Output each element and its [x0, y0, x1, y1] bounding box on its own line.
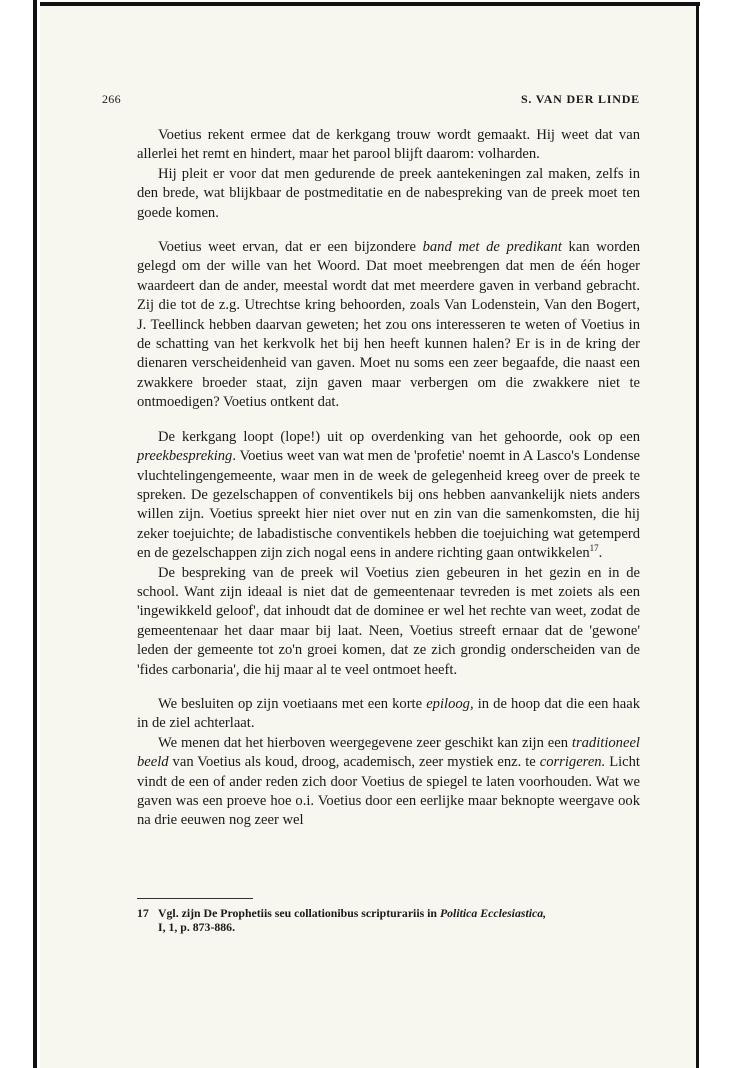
- paragraph-6: We besluiten op zijn voetiaans met een korte epiloog, in de hoop dat die een haak in de ziel achterlaat.: [137, 695, 641, 732]
- paragraph-5: De bespreking van de preek wil Voetius zien gebeuren in het gezin en in de school. Want zijn ideaal is niet dat de gemeentenaar tevreden is met zoiets als een 'ingewikkeld geloof', dat inhoudt dat de dominee er wel het rechte van weet, zodat de gemeentenaar het daar maar bij laat. Neen, Voetius streeft ernaar dat de 'gewone' leden der gemeente tot zo'n groei komen, dat ze zich grondig onderscheiden van de 'fides carbonaria', die hij maar al te veel ontmoet heeft.: [137, 564, 640, 678]
- running-head-author: S. VAN DER LINDE: [520, 92, 640, 106]
- scan-border-left: [33, 0, 37, 1068]
- paragraph-4: De kerkgang loopt (lope!) uit op overdenking van het gehoorde, ook op een preekbespreking. Voetius weet van wat men de 'profetie' noemt in A Lasco's Londense vluchtelingengemeente, waar men in de week de gelegenheid kreeg over de preek te spreken. De gezelschappen of conventikels bij ons hebben aanvankelijk niets anders willen zijn. Voetius spreekt hier niet over nut en zin van die samenkomsten, die hij zeker toejuichte; de labadistische conventikels hebben die toejuiching wat getemperd en de gezelschappen zijn zich nogal eens in andere richting gaan ontwikkelen$^{17}$.: [137, 428, 640, 562]
- footnote-text-italic: Politica Ecclesiastica,: [439, 906, 547, 920]
- emphasis-corrigeren: corrigeren.: [539, 754, 606, 771]
- emphasis-preekbespreking: preekbespreking: [137, 448, 233, 465]
- paragraph-2: Hij pleit er voor dat men gedurende de preek aantekeningen zal maken, zelfs in den brede, wat blijkbaar de postmeditatie en de nabespreking van de preek moet ten goede komen.: [137, 165, 640, 221]
- emphasis-epiloog: epiloog,: [426, 695, 474, 712]
- body-text: [137, 126, 640, 831]
- paragraph-1: Voetius rekent ermee dat de kerkgang trouw wordt gemaakt. Hij weet dat van allerlei het remt en hindert, maar het parool blijft daarom: volharden.: [137, 127, 640, 163]
- paragraph-7: We menen dat het hierboven weergegevene zeer geschikt kan zijn een traditioneel beeld van Voetius als koud, droog, academisch, zeer mystiek enz. te corrigeren. Licht vindt de een of ander reden zich door Voetius de spiegel te laten voorhouden. Wat we gaven was een proeve hoe o.i. Voetius door een eerlijke maar beknopte weergave ook na drie eeuwen nog zeer wel: [137, 734, 640, 829]
- footnote-text-before: Vgl. zijn De Prophetiis seu collationibus scripturariis in: [158, 906, 440, 920]
- paragraph-3: Voetius weet ervan, dat er een bijzondere band met de predikant kan worden gelegd om der wille van het Woord. Dat moet meebrengen dat men de één hoger waardeert dan de ander, meestal wordt dat met meerdere gaven in verband gebracht. Zij die tot de z.g. Utrechtse kring behoorden, zoals Van Lodenstein, Van den Bogert, J. Teellinck hebben daarvan geweten; het zou ons interesseren te weten of Voetius in de schatting van het kerkvolk het bij hen heeft kunnen halen? Er is in de kring der dienaren verscheidenheid van gaven. Moet nu soms een zeer begaafde, die naast een zwakkere broeder staat, zijn gaven maar verbergen om die zwakkere niet te ontmoedigen? Voetius ontkent dat.: [137, 239, 640, 411]
- emphasis-traditioneel-beeld: traditioneel beeld: [137, 734, 640, 771]
- footnote-17: [137, 906, 640, 935]
- scan-border-right: [696, 2, 699, 1068]
- scan-border-top: [40, 2, 700, 6]
- footnote-rule: [137, 898, 253, 899]
- footnote-text-after: I, 1, p. 873-886.: [158, 920, 236, 935]
- page-number: 266: [102, 92, 121, 106]
- footnote-ref-17: 17: [589, 543, 599, 554]
- emphasis-band-met-de-predikant: band met de predikant: [422, 239, 562, 256]
- footnote-number: 17: [137, 906, 149, 920]
